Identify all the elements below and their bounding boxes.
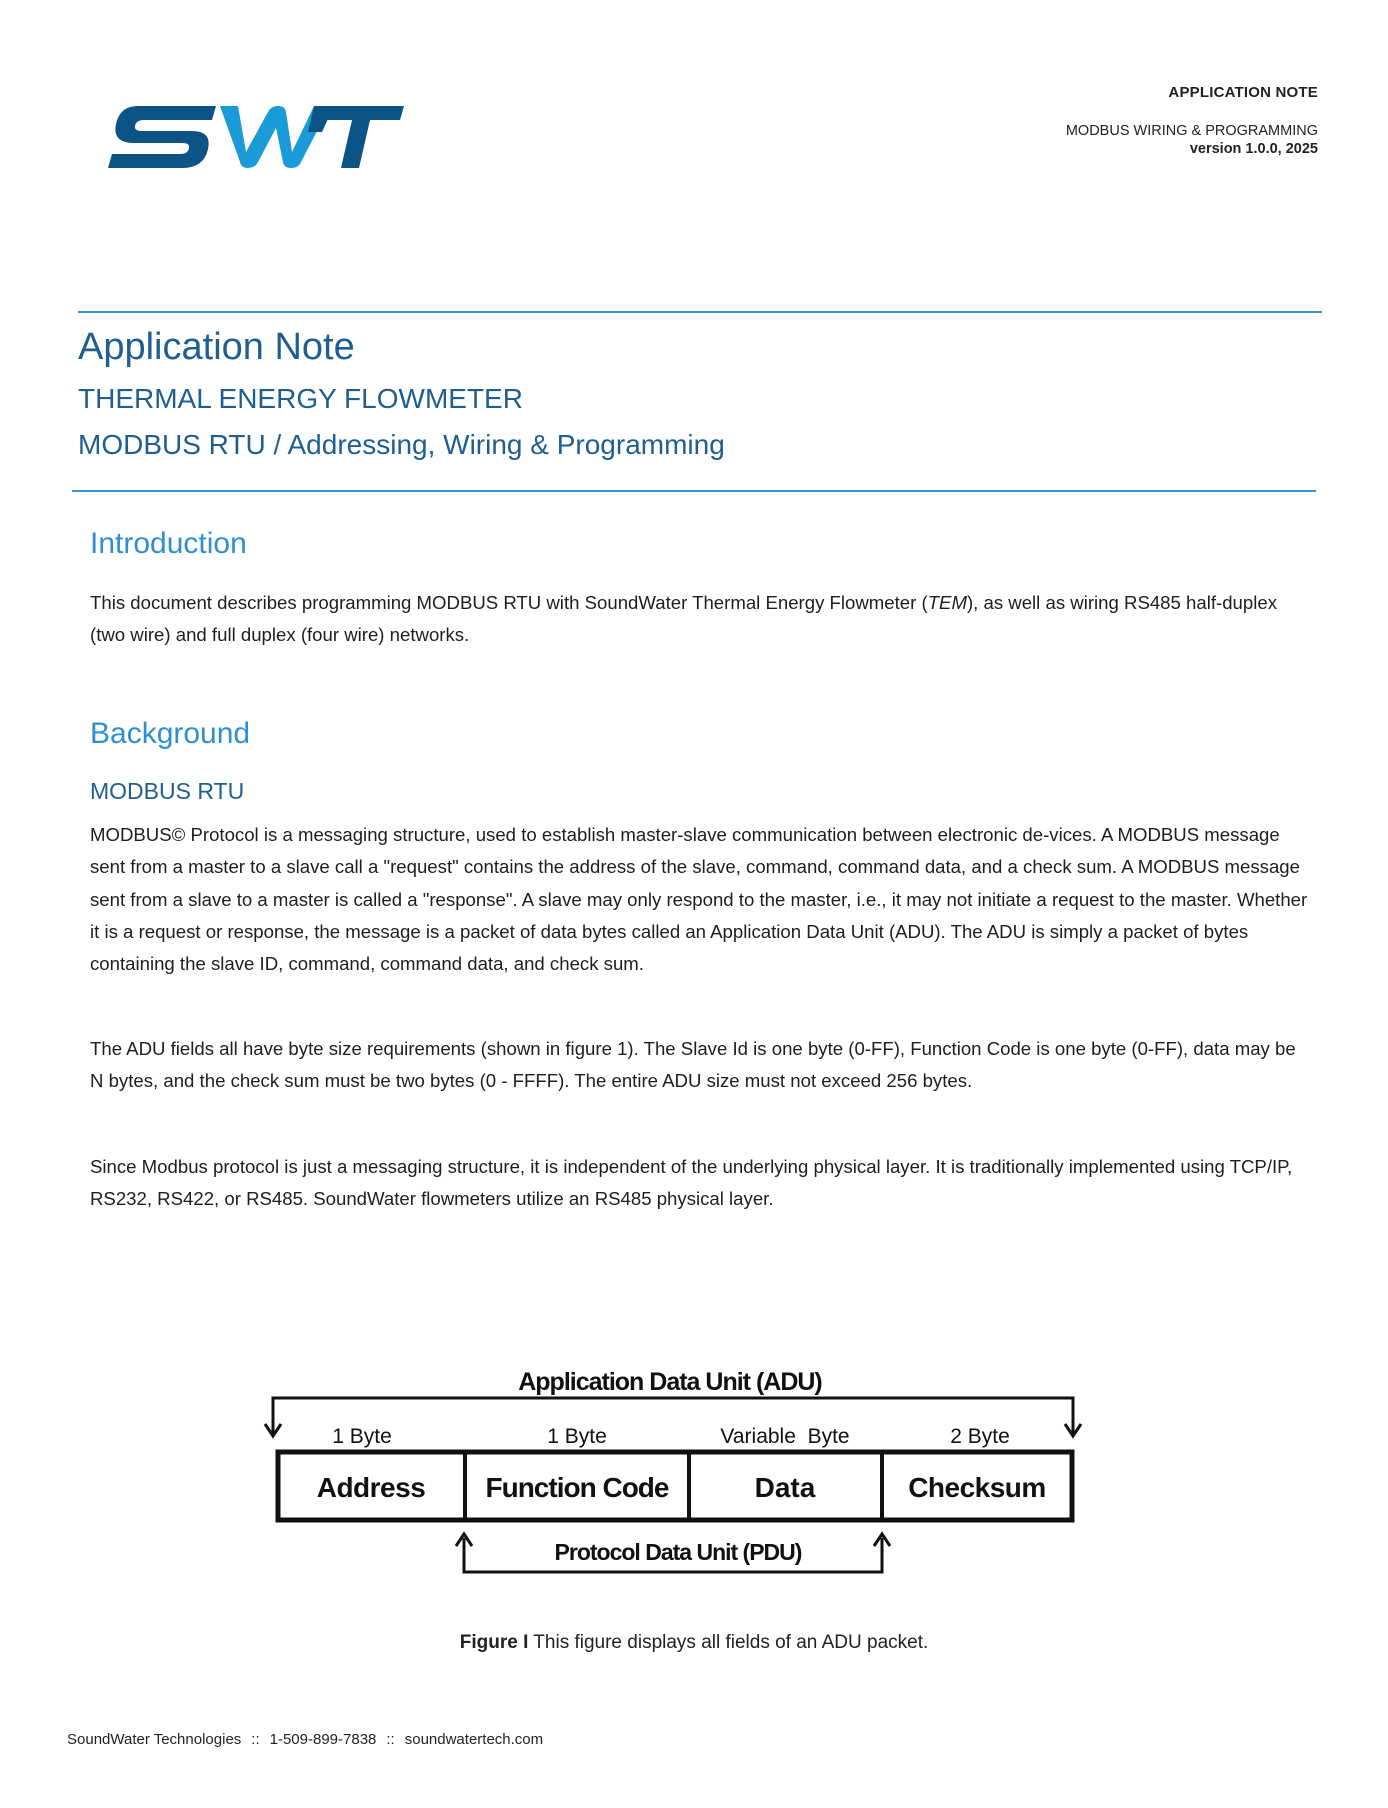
footer-phone: 1-509-899-7838 xyxy=(269,1731,377,1748)
footer-website[interactable]: soundwatertech.com xyxy=(404,1731,544,1748)
adu-diagram xyxy=(260,1360,1100,1590)
swt-logo xyxy=(108,102,404,172)
checksum-size: 2 Byte xyxy=(950,1425,1010,1448)
background-heading: Background xyxy=(90,717,251,750)
function-code-size: 1 Byte xyxy=(547,1425,607,1448)
field-function-code: Function Code xyxy=(485,1472,669,1503)
introduction-heading: Introduction xyxy=(90,527,247,560)
background-paragraph-2: The ADU fields all have byte size requirements (shown in figure 1). The Slave Id is one byte (0-FF), Function Code is one byte (0-FF), data may be N bytes, and the check sum must be two bytes (0 - FFFF). The entire ADU size must not exceed 256 bytes. xyxy=(90,1038,1296,1092)
page-subtitle-product: THERMAL ENERGY FLOWMETER xyxy=(78,383,523,414)
pdu-label: Protocol Data Unit (PDU) xyxy=(554,1539,802,1565)
intro-text-start: This document describes programming MODBUS RTU with SoundWater Thermal Energy Flowmeter ( xyxy=(90,592,928,613)
field-address: Address xyxy=(316,1472,426,1503)
figure-caption-text: This figure displays all fields of an ADU packet. xyxy=(528,1632,929,1653)
figure-number: Figure I xyxy=(459,1632,529,1653)
background-paragraph-3: Since Modbus protocol is just a messaging structure, it is independent of the underlying physical layer. It is traditionally implemented using TCP/IP, RS232, RS422, or RS485. SoundWater flowmeters utilize an RS485 physical layer. xyxy=(90,1156,1293,1210)
version-label: version 1.0.0, 2025 xyxy=(1189,141,1318,157)
title-top-divider xyxy=(78,311,1322,313)
adu-diagram-figure xyxy=(260,1360,1100,1590)
address-size: 1 Byte xyxy=(332,1425,392,1448)
introduction-paragraph xyxy=(90,587,1310,652)
footer-separator: :: xyxy=(251,1731,260,1748)
page-title: Application Note xyxy=(78,326,355,368)
doc-subject-label: MODBUS WIRING & PROGRAMMING xyxy=(1065,123,1318,139)
modbus-rtu-subheading: MODBUS RTU xyxy=(90,778,245,804)
swt-logo-icon xyxy=(108,102,404,172)
footer-separator: :: xyxy=(386,1731,395,1748)
data-size: Variable Byte xyxy=(720,1425,850,1448)
page-footer xyxy=(67,1731,543,1748)
title-bottom-divider xyxy=(72,490,1316,492)
footer-company: SoundWater Technologies xyxy=(67,1731,242,1748)
figure-caption xyxy=(0,1632,1388,1654)
intro-text-end: ), as well as wiring RS485 half-duplex (two wire) and full duplex (four wire) networks. xyxy=(90,592,1277,646)
adu-label: Application Data Unit (ADU) xyxy=(518,1368,822,1396)
doc-type-label: APPLICATION NOTE xyxy=(1168,84,1318,101)
intro-tem-abbrev: TEM xyxy=(927,592,967,613)
field-data: Data xyxy=(754,1472,816,1503)
field-checksum: Checksum xyxy=(908,1472,1046,1503)
page-subtitle-topic: MODBUS RTU / Addressing, Wiring & Programming xyxy=(78,429,725,460)
background-paragraph-1: MODBUS© Protocol is a messaging structure, used to establish master-slave communication between electronic de-vices. A MODBUS message sent from a master to a slave call a "request" contains the address of the slave, command, command data, and a check sum. A MODBUS message sent from a slave to a master is called a "response". A slave may only respond to the master, i.e., it may not initiate a request to the master. Whether it is a request or response, the message is a packet of data bytes called an Application Data Unit (ADU). The ADU is simply a packet of bytes containing the slave ID, command, command data, and check sum. xyxy=(90,824,1308,975)
